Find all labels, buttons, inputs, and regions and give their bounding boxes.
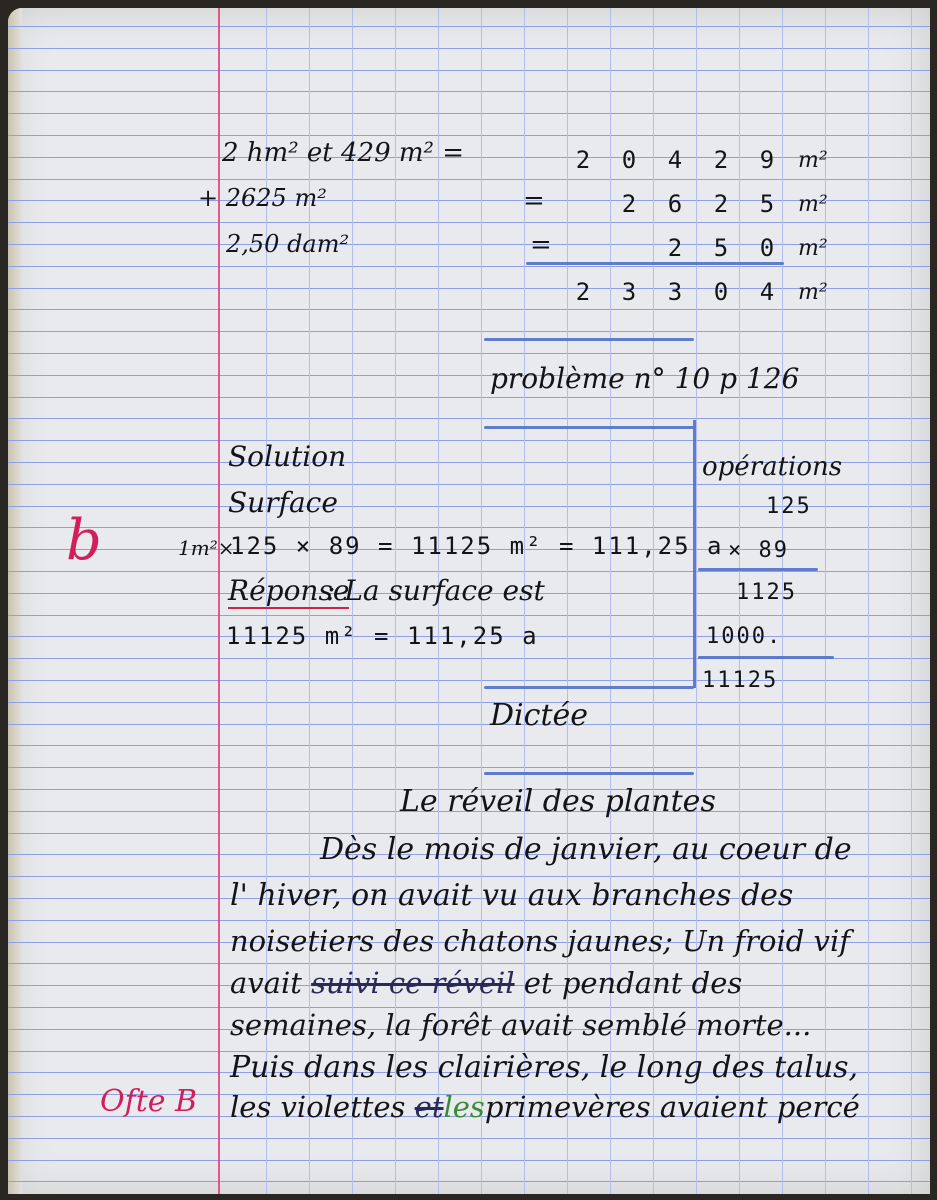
ruled-line bbox=[8, 1181, 930, 1182]
ruled-line bbox=[8, 26, 930, 27]
ruled-line bbox=[8, 963, 930, 964]
calculation: 125 × 89 = 11125 m² = 111,25 a bbox=[230, 532, 724, 560]
ruled-line bbox=[8, 222, 930, 223]
problem-title-underline bbox=[484, 426, 694, 429]
dictation-line-4-struck: suivi ce réveil bbox=[311, 966, 515, 1000]
ruled-line bbox=[8, 724, 930, 725]
unit-total: m² bbox=[798, 280, 828, 305]
dictation-title: Le réveil des plantes bbox=[400, 784, 716, 819]
ruled-line bbox=[8, 1160, 930, 1161]
solution-heading: Solution bbox=[228, 440, 347, 473]
ruled-line bbox=[8, 309, 930, 310]
ruled-line bbox=[8, 1138, 930, 1139]
notebook-binding bbox=[8, 8, 22, 1194]
digit-row3: 2 bbox=[667, 234, 683, 262]
digit-row1: 2 bbox=[575, 146, 591, 174]
ruled-line bbox=[8, 745, 930, 746]
dictation-line-7 bbox=[230, 1090, 860, 1124]
ruled-line bbox=[8, 767, 930, 768]
digit-row2: 2 bbox=[713, 190, 729, 218]
digit-row2: 2 bbox=[621, 190, 637, 218]
ruled-line bbox=[8, 484, 930, 485]
ruled-line bbox=[8, 331, 930, 332]
ruled-line bbox=[8, 179, 930, 180]
answer-label: Réponse bbox=[228, 574, 350, 607]
ruled-column bbox=[868, 8, 869, 1194]
digit-row2: 5 bbox=[759, 190, 775, 218]
dictation-line-7-end: primevères avaient percé bbox=[484, 1090, 860, 1124]
ruled-line bbox=[8, 440, 930, 441]
answer-value: 11125 m² = 111,25 a bbox=[226, 622, 539, 650]
dictation-line-4-end: et pendant des bbox=[523, 966, 743, 1000]
ruled-line bbox=[8, 288, 930, 289]
dictation-line-7-les: les bbox=[443, 1090, 485, 1124]
operation-rule-1 bbox=[698, 568, 818, 571]
dictation-line-7-et: et bbox=[414, 1090, 444, 1124]
equals-sign-2: = bbox=[523, 186, 545, 216]
notebook-page bbox=[8, 8, 930, 1194]
ruled-line bbox=[8, 571, 930, 572]
operation-rule-2 bbox=[698, 656, 834, 659]
dictation-line-2: l' hiver, on avait vu aux branches des bbox=[230, 878, 794, 913]
digit-total: 2 bbox=[575, 278, 591, 306]
ruled-line bbox=[8, 135, 930, 136]
exercise-line-2-label: + 2625 m² bbox=[198, 184, 327, 212]
dictation-line-3: noisetiers des chatons jaunes; Un froid vif bbox=[230, 924, 850, 958]
exercise-line-3-label: 2,50 dam² bbox=[226, 230, 350, 258]
ruled-line bbox=[8, 702, 930, 703]
ruled-column bbox=[825, 8, 826, 1194]
problem-title: problème n° 10 p 126 bbox=[490, 362, 800, 395]
ruled-line bbox=[8, 113, 930, 114]
dictation-heading: Dictée bbox=[490, 698, 589, 733]
ruled-line bbox=[8, 418, 930, 419]
digit-row3: 0 bbox=[759, 234, 775, 262]
ruled-line bbox=[8, 157, 930, 158]
digit-total: 4 bbox=[759, 278, 775, 306]
addition-sum-rule bbox=[526, 262, 784, 265]
operation-operand-a: 125 bbox=[766, 494, 812, 519]
digit-row1: 0 bbox=[621, 146, 637, 174]
unit-row-2: m² bbox=[798, 192, 828, 217]
dictation-line-7-start: les violettes bbox=[230, 1090, 406, 1124]
dictation-line-6: Puis dans les clairières, le long des talus, bbox=[230, 1050, 859, 1085]
ruled-line bbox=[8, 680, 930, 681]
equals-sign-3: = bbox=[530, 230, 552, 260]
digit-row3: 5 bbox=[713, 234, 729, 262]
ruled-line bbox=[8, 615, 930, 616]
ruled-line bbox=[8, 200, 930, 201]
operation-result: 11125 bbox=[702, 668, 779, 693]
digit-row1: 4 bbox=[667, 146, 683, 174]
digit-total: 3 bbox=[667, 278, 683, 306]
operation-partial-2: 1000. bbox=[706, 624, 783, 649]
ruled-line bbox=[8, 244, 930, 245]
dictation-line-4 bbox=[230, 966, 742, 1000]
calc-prefix: 1m²× bbox=[178, 536, 235, 560]
ruled-line bbox=[8, 397, 930, 398]
digit-row2: 6 bbox=[667, 190, 683, 218]
dictation-line-5: semaines, la forêt avait semblé morte... bbox=[230, 1008, 812, 1042]
ruled-line bbox=[8, 266, 930, 267]
ruled-line bbox=[8, 876, 930, 877]
grade-mark: b bbox=[66, 508, 102, 573]
ruled-line bbox=[8, 527, 930, 528]
dictation-line-4-start: avait bbox=[230, 966, 302, 1000]
operations-heading: opérations bbox=[702, 452, 843, 482]
unit-row-1: m² bbox=[798, 148, 828, 173]
ruled-line bbox=[8, 353, 930, 354]
ruled-line bbox=[8, 920, 930, 921]
answer-text: : La surface est bbox=[326, 574, 545, 607]
margin-correction-note: Ofte B bbox=[100, 1084, 198, 1119]
ruled-line bbox=[8, 48, 930, 49]
dictation-line-1: Dès le mois de janvier, au coeur de bbox=[320, 832, 852, 867]
digit-row1: 2 bbox=[713, 146, 729, 174]
exercise-line-1-label: 2 hm² et 429 m² = bbox=[222, 138, 465, 168]
problem-end-rule bbox=[484, 686, 694, 689]
dictation-heading-rule bbox=[484, 772, 694, 775]
ruled-line bbox=[8, 91, 930, 92]
digit-row1: 9 bbox=[759, 146, 775, 174]
ruled-column bbox=[911, 8, 912, 1194]
operation-operand-b: × 89 bbox=[728, 538, 789, 563]
digit-total: 3 bbox=[621, 278, 637, 306]
digit-total: 0 bbox=[713, 278, 729, 306]
separator-rule bbox=[484, 338, 694, 341]
operation-partial-1: 1125 bbox=[736, 580, 797, 605]
surface-heading: Surface bbox=[228, 486, 338, 519]
unit-row-3: m² bbox=[798, 236, 828, 261]
ruled-line bbox=[8, 70, 930, 71]
